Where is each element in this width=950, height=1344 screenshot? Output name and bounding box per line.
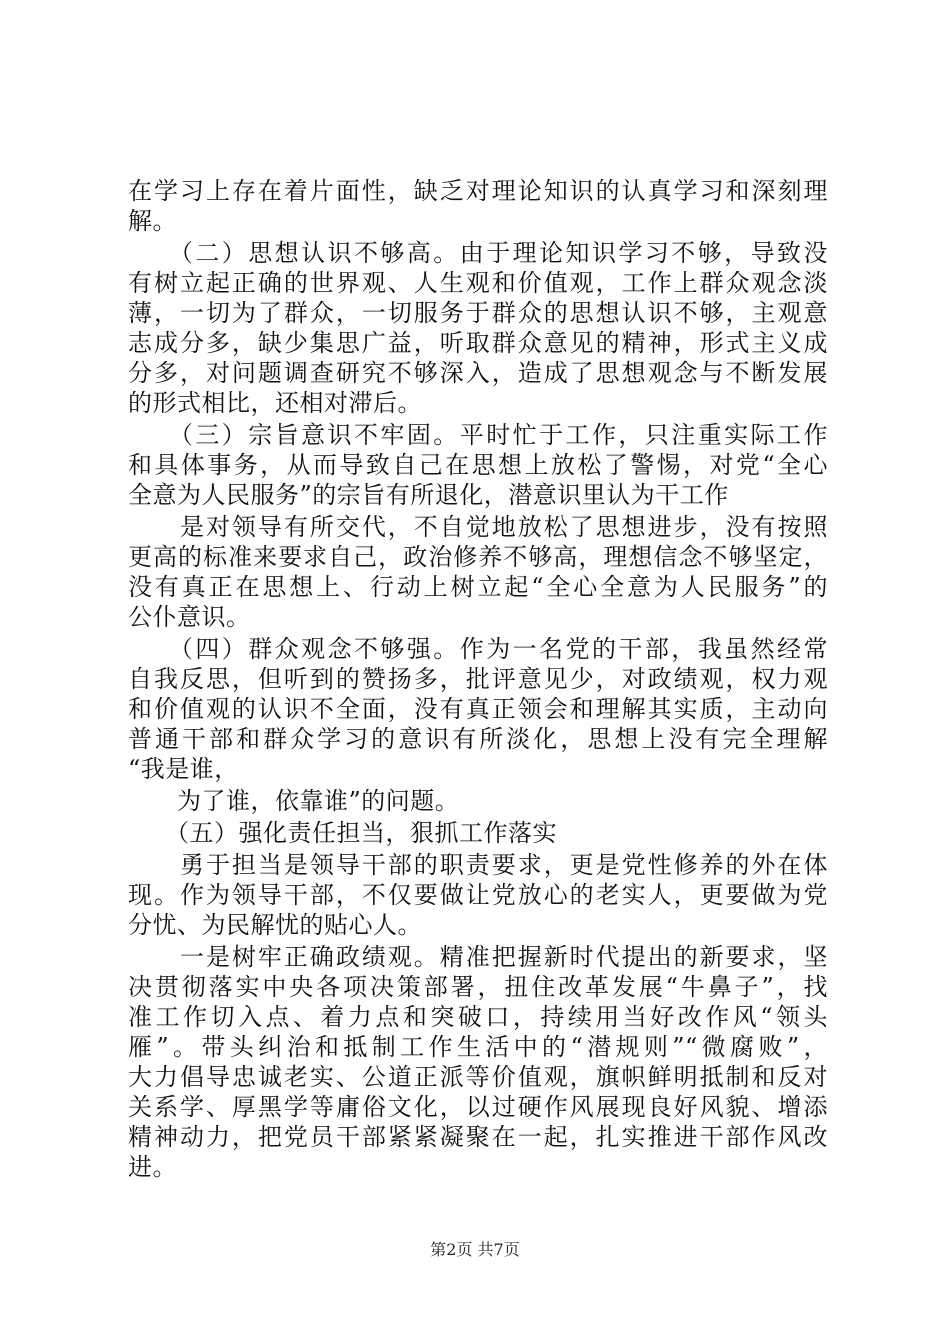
body-text-line: 精神动力，把党员干部紧紧凝聚在一起，扎实推进干部作风改 bbox=[128, 1123, 828, 1151]
body-text-line: 解。 bbox=[128, 207, 177, 235]
body-text-line: 和具体事务，从而导致自己在思想上放松了警惕，对党“全心 bbox=[128, 451, 828, 479]
body-text-line: 分忧、为民解忧的贴心人。 bbox=[128, 911, 422, 939]
body-text-line: （三）宗旨意识不牢固。平时忙于工作，只注重实际工作 bbox=[128, 421, 828, 449]
body-text-line: 志成分多，缺少集思广益，听取群众意见的精神，形式主义成 bbox=[128, 329, 828, 357]
page-number-footer: 第2页 共7页 bbox=[430, 1240, 520, 1259]
body-text-line: 和价值观的认识不全面，没有真正领会和理解其实质，主动向 bbox=[128, 695, 828, 723]
body-text-line: “我是谁， bbox=[128, 755, 239, 783]
body-text-line: 为了谁，依靠谁”的问题。 bbox=[128, 787, 460, 815]
body-text-line: 准工作切入点、着力点和突破口，持续用当好改作风“领头 bbox=[128, 1003, 828, 1031]
body-text-line: 普通干部和群众学习的意识有所淡化，思想上没有完全理解 bbox=[128, 725, 828, 753]
body-text-line: 一是树牢正确政绩观。精准把握新时代提出的新要求，坚 bbox=[128, 943, 828, 971]
body-text-line: 关系学、厚黑学等庸俗文化，以过硬作风展现良好风貌、增添 bbox=[128, 1093, 828, 1121]
body-text-line: 自我反思，但听到的赞扬多，批评意见少，对政绩观，权力观 bbox=[128, 665, 828, 693]
body-text-line: 公仆意识。 bbox=[128, 603, 251, 631]
body-text-line: 现。作为领导干部，不仅要做让党放心的老实人，更要做为党 bbox=[128, 881, 828, 909]
body-text-line: 勇于担当是领导干部的职责要求，更是党性修养的外在体 bbox=[128, 851, 828, 879]
body-text-line: 是对领导有所交代，不自觉地放松了思想进步，没有按照 bbox=[128, 513, 828, 541]
body-text-line: 更高的标准来要求自己，政治修养不够高，理想信念不够坚定， bbox=[128, 543, 828, 571]
section-heading: （五）强化责任担当，狠抓工作落实 bbox=[128, 819, 557, 847]
body-text-line: （四）群众观念不够强。作为一名党的干部，我虽然经常 bbox=[128, 635, 828, 663]
body-text-line: 有树立起正确的世界观、人生观和价值观，工作上群众观念淡 bbox=[128, 269, 828, 297]
body-text-line: 全意为人民服务”的宗旨有所退化，潜意识里认为干工作 bbox=[128, 481, 729, 509]
body-text-line: （二）思想认识不够高。由于理论知识学习不够，导致没 bbox=[128, 239, 828, 267]
body-text-line: 没有真正在思想上、行动上树立起“全心全意为人民服务”的 bbox=[128, 573, 828, 601]
body-text-line: 在学习上存在着片面性，缺乏对理论知识的认真学习和深刻理 bbox=[128, 177, 828, 205]
body-text-line: 进。 bbox=[128, 1153, 177, 1181]
body-text-line: 薄，一切为了群众，一切服务于群众的思想认识不够，主观意 bbox=[128, 299, 828, 327]
body-text-line: 决贯彻落实中央各项决策部署，扭住改革发展“牛鼻子”，找 bbox=[128, 973, 828, 1001]
body-text-line: 的形式相比，还相对滞后。 bbox=[128, 389, 422, 417]
body-text-line: 雁”。带头纠治和抵制工作生活中的“潜规则”“微腐败”， bbox=[128, 1033, 828, 1061]
body-text-line: 分多，对问题调查研究不够深入，造成了思想观念与不断发展 bbox=[128, 359, 828, 387]
body-text-line: 大力倡导忠诚老实、公道正派等价值观，旗帜鲜明抵制和反对 bbox=[128, 1063, 828, 1091]
